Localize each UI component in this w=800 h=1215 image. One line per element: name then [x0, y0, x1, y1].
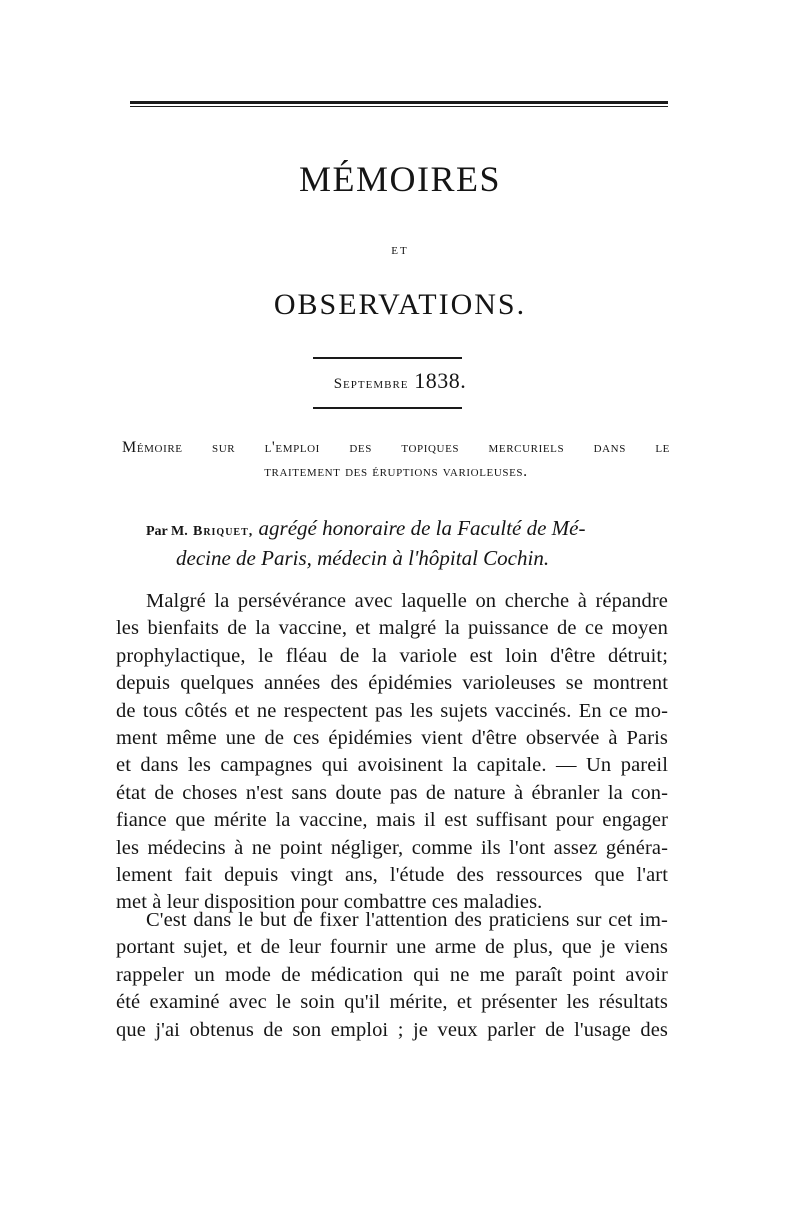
paragraph-line: portant sujet, et de leur fournir une arme de plus, que je viens [116, 936, 668, 959]
section-title-observations: OBSERVATIONS. [273, 288, 527, 321]
top-double-rule [130, 101, 668, 107]
body-paragraph-2 [116, 907, 668, 1044]
article-heading-line-1: Mémoire sur l'emploi des topiques mercuriels dans le [122, 439, 670, 456]
paragraph-line: C'est dans le but de fixer l'attention des praticiens sur cet im- [146, 909, 668, 931]
paragraph-line: met à leur disposition pour combattre ces maladies. [116, 891, 543, 914]
paragraph-line: état de choses n'est sans doute pas de nature à ébranler la con- [116, 781, 668, 804]
issue-date [0, 368, 800, 394]
date-rule-bottom [313, 407, 462, 409]
paragraph-line: les bienfaits de la vaccine, et malgré la puissance de ce moyen [116, 617, 668, 640]
date-rule-top [313, 357, 462, 359]
paragraph-line: rappeler un mode de médication qui ne me paraît point avoir [116, 963, 668, 986]
issue-year: 1838. [414, 368, 467, 393]
section-title-et: ET [391, 245, 409, 257]
byline-prefix: Par M. [146, 524, 188, 539]
article-heading-line-2: traitement des éruptions varioleuses. [264, 463, 528, 480]
body-paragraph-1 [116, 588, 668, 917]
article-byline [146, 515, 676, 571]
paragraph-line: les médecins à ne point négliger, comme ils l'ont assez généra- [116, 836, 668, 859]
paragraph-line: été examiné avec le soin qu'il mérite, et présenter les résultats [116, 991, 668, 1014]
article-heading [122, 436, 670, 484]
paragraph-line: fiance que mérite la vaccine, mais il est suffisant pour engager [116, 809, 668, 832]
author-name: Briquet, [192, 524, 254, 539]
paragraph-line: depuis quelques années des épidémies varioleuses se montrent [116, 672, 668, 695]
issue-month: Septembre [333, 376, 409, 392]
paragraph-line: ment même une de ces épidémies vient d'être observée à Paris [116, 727, 668, 750]
paragraph-line: de tous côtés et ne respectent pas les sujets vaccinés. En ce mo- [116, 699, 668, 722]
paragraph-line: lement fait depuis vingt ans, l'étude des ressources que l'art [116, 864, 668, 887]
author-affiliation-line-2: decine de Paris, médecin à l'hôpital Cochin. [176, 546, 550, 570]
paragraph-line: Malgré la persévérance avec laquelle on cherche à répandre [146, 590, 668, 612]
author-affiliation-line-1: agrégé honoraire de la Faculté de Mé- [258, 516, 586, 540]
paragraph-line: et dans les campagnes qui avoisinent la capitale. — Un pareil [116, 754, 668, 777]
paragraph-line: que j'ai obtenus de son emploi ; je veux parler de l'usage des [116, 1018, 668, 1041]
paragraph-line: prophylactique, le fléau de la variole est loin d'être détruit; [116, 644, 668, 667]
section-title-memoires: MÉMOIRES [298, 159, 502, 199]
